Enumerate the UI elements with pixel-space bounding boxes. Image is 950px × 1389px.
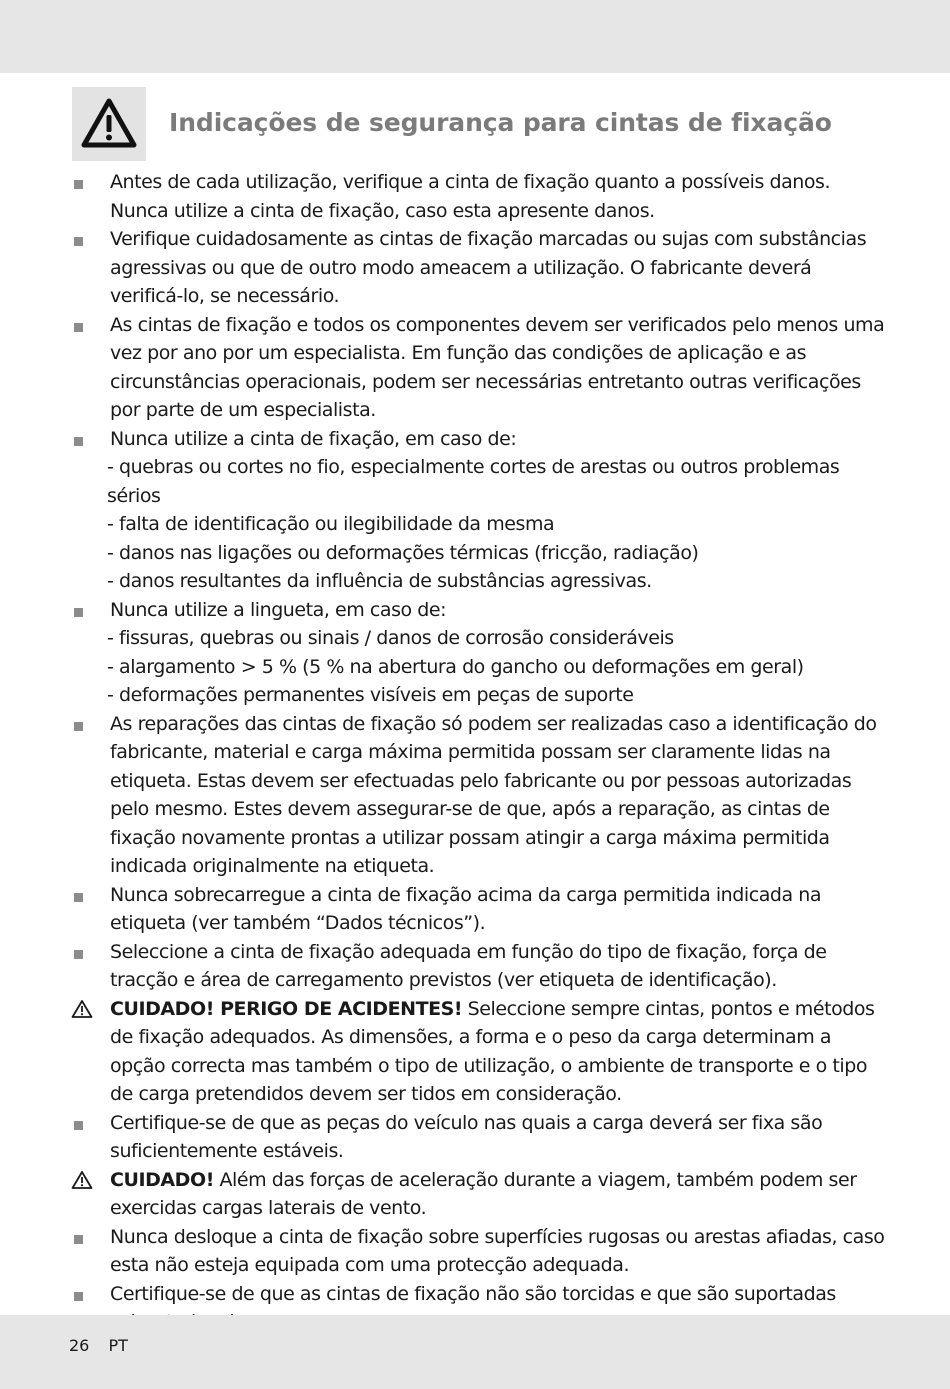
bullet-square-icon <box>74 1235 83 1244</box>
item-text: Nunca utilize a cinta de fixação, em caso de: <box>110 427 517 450</box>
bullet-square-icon <box>74 437 83 446</box>
item-text: Antes de cada utilização, verifique a cinta de fixação quanto a possíveis danos. Nunca utilize a cinta de fixação, caso esta apresente danos. <box>110 171 831 222</box>
warning-lead: CUIDADO! <box>110 1168 214 1191</box>
list-item <box>72 225 887 311</box>
sub-item: - danos nas ligações ou deformações térmicas (fricção, radiação) <box>107 541 699 564</box>
warning-triangle-icon <box>81 97 137 149</box>
warning-header-icon-box <box>72 87 146 161</box>
item-text: Nunca sobrecarregue a cinta de fixação acima da carga permitida indicada na etiqueta (ver também “Dados técnicos”). <box>110 883 822 934</box>
item-text: Certifique-se de que as peças do veículo nas quais a carga deverá ser fixa são suficientemente estáveis. <box>110 1111 823 1162</box>
warning-item <box>72 1166 887 1223</box>
page-number: 26 <box>69 1336 90 1355</box>
warning-triangle-icon <box>71 999 93 1028</box>
bullet-square-icon <box>74 237 83 246</box>
sub-item: - falta de identificação ou ilegibilidade da mesma <box>107 513 555 535</box>
bullet-square-icon <box>74 1292 83 1301</box>
list-item <box>72 168 887 225</box>
bullet-square-icon <box>74 1121 83 1130</box>
warning-item <box>72 995 887 1109</box>
list-item <box>72 938 887 995</box>
item-text: Certifique-se de que as cintas de fixação não são torcidas e que são suportadas <box>110 1282 836 1305</box>
item-text: Seleccione sempre cintas, pontos e métodos de fixação adequados. As dimensões, a forma e o peso da carga determinam a opção correcta mas também o tipo de utilização, o ambiente de transporte e o tipo de carga pretendidos devem ser tidos em consideração. <box>110 997 875 1105</box>
item-text: Além das forças de aceleração durante a viagem, também podem ser exercidas cargas laterais de vento. <box>110 1168 857 1219</box>
bullet-square-icon <box>74 893 83 902</box>
list-item <box>72 311 887 425</box>
language-code: PT <box>108 1336 128 1355</box>
list-item <box>72 1223 887 1280</box>
sub-item: - deformações permanentes visíveis em peças de suporte <box>107 684 634 706</box>
item-text: Nunca desloque a cinta de fixação sobre superfícies rugosas ou arestas afiadas, caso esta não esteja equipada com uma protecção adequada. <box>110 1225 885 1276</box>
item-text: As cintas de fixação e todos os componentes devem ser verificados pelo menos uma vez por ano por um especialista. Em função das condições de aplicação e as circunstâncias operacionais, podem ser necessárias entretanto outras verificações por parte de um especialista. <box>110 313 885 421</box>
bullet-square-icon <box>74 722 83 731</box>
item-text: Nunca utilize a lingueta, em caso de: <box>110 598 447 621</box>
bullet-square-icon <box>74 180 83 189</box>
safety-instructions-list <box>72 168 887 1337</box>
item-text: As reparações das cintas de fixação só podem ser realizadas caso a identificação do fabricante, material e carga máxima permitida possam ser claramente lidas na etiqueta. Estas devem ser efectuadas pelo fabricante ou por pessoas autorizadas pelo mesmo. Estes devem assegurar-se de que, após a reparação, as cintas de fixação novamente prontas a utilizar possam atingir a carga máxima permitida indicada originalmente na etiqueta. <box>110 712 877 877</box>
warning-lead: CUIDADO! PERIGO DE ACIDENTES! <box>110 997 463 1020</box>
sub-item: - alargamento > 5 % (5 % na abertura do gancho ou deformações em geral) <box>107 655 804 678</box>
list-item <box>72 710 887 881</box>
list-item <box>72 881 887 938</box>
sub-item: - fissuras, quebras ou sinais / danos de corrosão consideráveis <box>107 627 674 649</box>
item-text: Verifique cuidadosamente as cintas de fixação marcadas ou sujas com substâncias agressivas ou que de outro modo ameacem a utilização. O fabricante deverá verificá-lo, se necessário. <box>110 228 867 307</box>
list-item <box>72 1109 887 1166</box>
list-item <box>72 596 887 710</box>
section-title: Indicações de segurança para cintas de fixação <box>169 108 832 137</box>
bottom-band <box>0 1315 950 1389</box>
list-item <box>72 425 887 596</box>
top-band <box>0 0 950 73</box>
sub-item: - quebras ou cortes no fio, especialmente cortes de arestas ou outros problemas sérios <box>107 456 840 507</box>
sub-item: - danos resultantes da influência de substâncias agressivas. <box>107 570 652 592</box>
page-footer <box>69 1336 128 1355</box>
item-text: Seleccione a cinta de fixação adequada em função do tipo de fixação, força de tracção e área de carregamento previstos (ver etiqueta de identificação). <box>110 940 827 991</box>
bullet-square-icon <box>74 608 83 617</box>
bullet-square-icon <box>74 950 83 959</box>
warning-triangle-icon <box>71 1170 93 1199</box>
bullet-square-icon <box>74 323 83 332</box>
